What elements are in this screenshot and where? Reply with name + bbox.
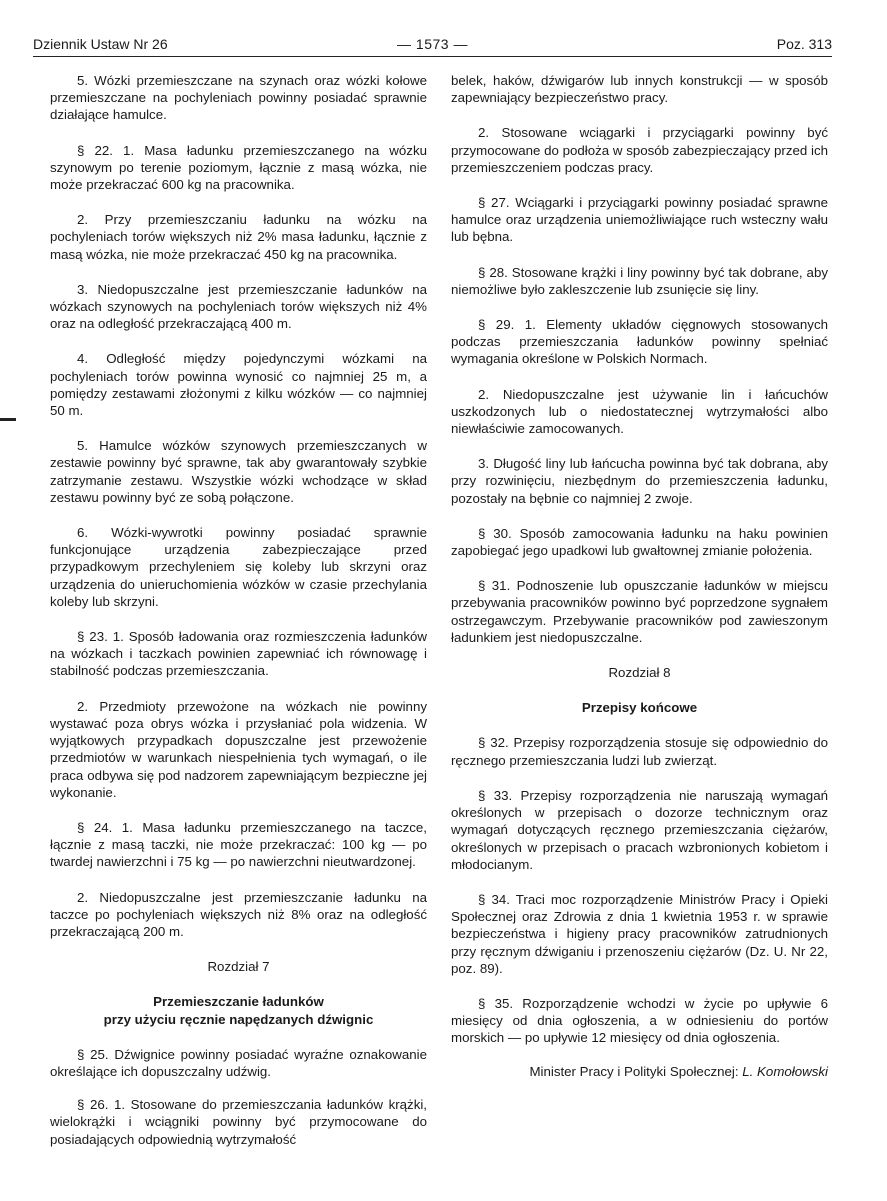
chapter-8-title: Przepisy końcowe [581, 700, 698, 716]
signature [451, 1063, 828, 1080]
paragraph: 3. Niedopuszczalne jest przemieszczanie ładunków na wózkach szynowych na pochyleniach torów większych niż 4% oraz na odległość przekraczającą 400 m. [50, 281, 427, 332]
paragraph: § 27. Wciągarki i przyciągarki powinny posiadać sprawne hamulce oraz urządzenia uniemożliwiające ruch wsteczny wału lub bębna. [451, 195, 828, 245]
chapter-7-title-line1: Przemieszczanie ładunków [153, 994, 324, 1010]
paragraph: 2. Niedopuszczalne jest przemieszczanie ładunku na taczce po pochyleniach większych niż 8% oraz na odległość przekraczającą 200 m. [50, 889, 427, 939]
paragraph: 6. Wózki-wywrotki powinny posiadać sprawnie funkcjonujące urządzenia zabezpieczające przed przypadkowym przechyleniem się koleby lub skrzyni oraz urządzenia do unieruchomienia wózków w czasie przechylania koleby lub skrzyni. [50, 525, 427, 609]
margin-mark [0, 418, 16, 421]
paragraph: § 32. Przepisy rozporządzenia stosuje się odpowiednio do ręcznego przemieszczania ludzi lub zwierząt. [451, 735, 828, 768]
paragraph: § 24. 1. Masa ładunku przemieszczanego na taczce, łącznie z masą taczki, nie może przekraczać: 100 kg — po twardej nawierzchni i 75 kg — po nawierzchni nieutwardzonej. [50, 819, 427, 870]
chapter-7-title [50, 993, 427, 1027]
paragraph: § 29. 1. Elementy układów cięgnowych stosowanych podczas przemieszczania ładunków powinny spełniać wymagania określone w Polskich Normach. [451, 317, 828, 367]
paragraph: 4. Odległość między pojedynczymi wózkami na pochyleniach torów powinna wynosić co najmniej 25 m, a pomiędzy zestawami złożonymi z kilku wózków — co najmniej 50 m. [50, 351, 427, 419]
paragraph: § 34. Traci moc rozporządzenie Ministrów Pracy i Opieki Społecznej oraz Zdrowia z dnia 1 kwietnia 1953 r. w sprawie bezpieczeństwa i higieny pracy pracowników zatrudnionych przy ręcznym dźwiganiu i przenoszeniu ciężarów (Dz. U. Nr 22, poz. 89). [451, 891, 828, 976]
paragraph: 3. Długość liny lub łańcucha powinna być tak dobrana, aby przy rozwinięciu, niezbędnym do przemieszczenia ładunku, pozostały na bębnie co najmniej 2 zwoje. [451, 456, 828, 506]
paragraph: § 25. Dźwignice powinny posiadać wyraźne oznakowanie określające ich dopuszczalny udźwig. [50, 1046, 427, 1079]
paragraph: § 23. 1. Sposób ładowania oraz rozmieszczenia ładunków na wózkach i taczkach powinien zapewniać ich równowagę i stabilność podczas przemieszczania. [50, 629, 427, 679]
page-number: — 1573 — [397, 36, 468, 52]
paragraph: 2. Przedmioty przewożone na wózkach nie powinny wystawać poza obrys wózka i przysłaniać pola widzenia. W wyjątkowych przypadkach dopuszczalne jest przewożenie przedmiotów w warunkach niespełnienia tych wymagań, o ile praca odbywa się pod nadzorem zapewniającym bezpieczne jej wykonanie. [50, 698, 427, 800]
paragraph: belek, haków, dźwigarów lub innych konstrukcji — w sposób zapewniający bezpieczeństwo pracy. [451, 73, 828, 106]
header-rule [33, 56, 832, 57]
paragraph: § 31. Podnoszenie lub opuszczanie ładunków w miejscu przebywania pracowników powinno być poprzedzone sygnałem ostrzegawczym. Przebywanie pracowników pod zawieszonym ładunkiem jest niedopuszczalne. [451, 578, 828, 645]
right-column [451, 72, 828, 1080]
paragraph: 2. Stosowane wciągarki i przyciągarki powinny być przymocowane do podłoża w sposób zabezpieczający przed ich przemieszczeniem podczas pracy. [451, 125, 828, 175]
paragraph: § 22. 1. Masa ładunku przemieszczanego na wózku szynowym po terenie poziomym, łącznie z masą wózka, nie może przekraczać 600 kg na pracownika. [50, 142, 427, 193]
paragraph: 2. Niedopuszczalne jest używanie lin i łańcuchów uszkodzonych lub o niedostatecznej wytrzymałości albo niewłaściwie zamocowanych. [451, 386, 828, 437]
left-column [50, 72, 427, 1148]
page-header [33, 30, 832, 54]
paragraph: 5. Wózki przemieszczane na szynach oraz wózki kołowe przemieszczane na pochyleniach powinny posiadać sprawnie działające hamulce. [50, 73, 427, 123]
journal-title: Dziennik Ustaw Nr 26 [33, 36, 168, 52]
paragraph: § 33. Przepisy rozporządzenia nie naruszają wymagań określonych w przepisach o dozorze technicznym oraz wymagań dotyczących ręcznego przemieszczania ciężarów, określonych w przepisach o pracach wzbronionych kobietom i młodocianym. [451, 787, 828, 872]
paragraph: § 30. Sposób zamocowania ładunku na haku powinien zapobiegać jego upadkowi lub gwałtownej zmianie położenia. [451, 525, 828, 559]
chapter-7-label: Rozdział 7 [207, 959, 270, 975]
position-number: Poz. 313 [776, 36, 832, 52]
signature-name: L. Komołowski [742, 1063, 828, 1079]
signature-role: Minister Pracy i Polityki Społecznej: [529, 1063, 743, 1079]
paragraph: § 35. Rozporządzenie wchodzi w życie po upływie 6 miesięcy od dnia ogłoszenia, a w odniesieniu do portów morskich — po upływie 12 miesięcy od dnia ogłoszenia. [451, 995, 828, 1046]
chapter-7-title-line2: przy użyciu ręcznie napędzanych dźwignic [103, 1011, 374, 1027]
chapter-8-label: Rozdział 8 [608, 665, 671, 681]
paragraph: 2. Przy przemieszczaniu ładunku na wózku na pochyleniach torów większych niż 2% masa ładunku, łącznie z masą wózka, nie może przekraczać 450 kg na pracownika. [50, 212, 427, 262]
paragraph: § 26. 1. Stosowane do przemieszczania ładunków krążki, wielokrążki i wciągniki powinny być przymocowane do posiadających odpowiednią wytrzymałość [50, 1097, 427, 1147]
paragraph: 5. Hamulce wózków szynowych przemieszczanych w zestawie powinny być sprawne, tak aby gwarantowały szybkie zatrzymanie zestawu. Wszystkie wózki wchodzące w skład zestawu powinny być ze sobą połączone. [50, 438, 427, 505]
paragraph: § 28. Stosowane krążki i liny powinny być tak dobrane, aby niemożliwe było zakleszczenie lub zsunięcie się liny. [451, 264, 828, 297]
